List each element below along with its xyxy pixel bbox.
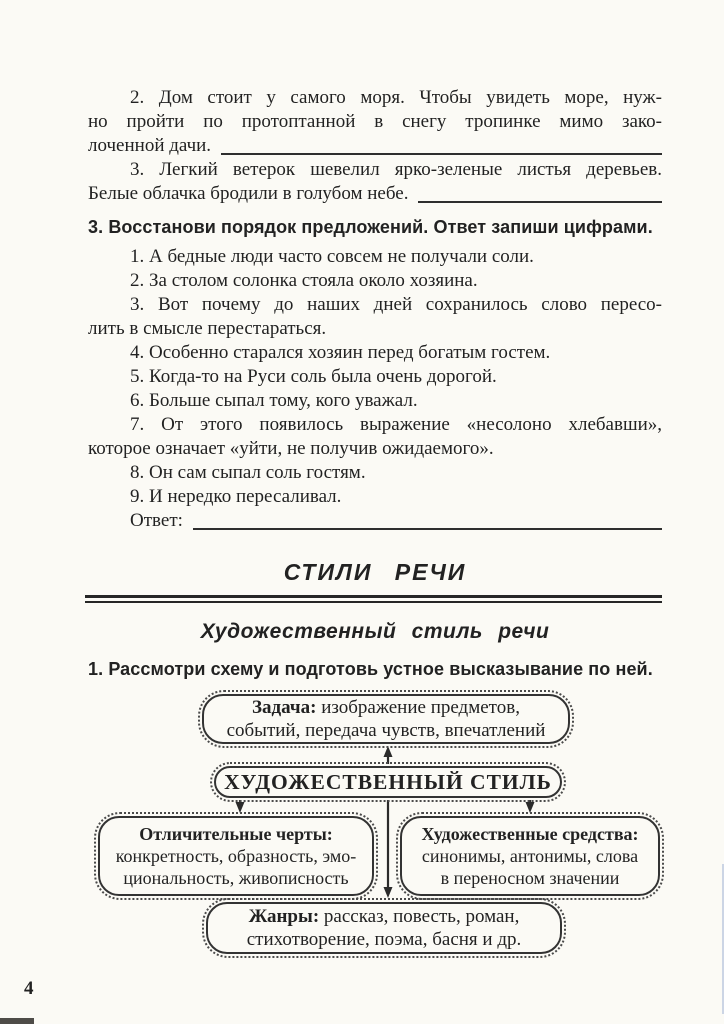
features-label: Отличительные черты:	[139, 824, 333, 844]
exercise2-item2-line3	[88, 134, 662, 158]
answer-blank-line	[418, 200, 662, 203]
exercise2-item3-line2-text: Белые облачка бродили в голубом небе.	[88, 183, 409, 204]
task-text-2: событий, передача чувств, впечатлений	[226, 720, 546, 741]
list-item: 9. И нередко пересаливал.	[130, 486, 342, 507]
exercise2-item2	[88, 86, 662, 158]
genres-text-1: рассказ, повесть, роман,	[319, 906, 520, 927]
means-text-2: в переносном значении	[440, 868, 620, 888]
page-number: 4	[24, 978, 34, 999]
diagram-box-means	[396, 812, 664, 900]
exercise2-item2-line1: 2. Дом стоит у самого моря. Чтобы увидеть море, нуж-	[130, 87, 662, 108]
exercise2-item2-line3-text: лоченной дачи.	[88, 135, 212, 156]
answer-label: Ответ:	[130, 510, 183, 531]
list-item: 7. От этого появилось выражение «несолоно хлебавши»,	[130, 414, 662, 435]
list-item: 4. Особенно старался хозяин перед богатым гостем.	[130, 342, 551, 363]
means-text-1: синонимы, антонимы, слова	[421, 846, 639, 866]
list-item: 1. А бедные люди часто совсем не получали соли.	[130, 246, 534, 267]
diagram-box-features	[94, 812, 378, 900]
answer-blank-line	[193, 527, 662, 530]
list-item: 6. Больше сыпал тому, кого уважал.	[130, 390, 418, 411]
section-subtitle: Художественный стиль речи	[200, 620, 550, 643]
exercise2-item2-line2: но пройти по протоптанной в снегу тропинке мимо зако-	[88, 111, 662, 132]
answer-blank-line	[221, 152, 662, 155]
diagram-box-style	[210, 762, 566, 802]
style-title: ХУДОЖЕСТВЕННЫЙ СТИЛЬ	[224, 769, 552, 794]
task-text-1: изображение предметов,	[316, 697, 520, 718]
diagram-box-genres	[202, 898, 566, 958]
genres-text-2: стихотворение, поэма, басня и др.	[246, 929, 522, 950]
task-label: Задача:	[252, 697, 317, 718]
means-label: Художественные средства:	[421, 824, 639, 844]
exercise3-heading: 3. Восстанови порядок предложений. Ответ запиши цифрами.	[88, 217, 653, 237]
scan-artifact-corner	[0, 1018, 34, 1024]
style-scheme-diagram	[0, 690, 724, 962]
diagram-box-task	[198, 690, 574, 748]
answer-line	[88, 509, 662, 533]
genres-label: Жанры:	[248, 906, 320, 927]
exercise2-item3-line2	[88, 182, 662, 206]
double-rule	[85, 595, 662, 603]
list-item-wrap: лить в смысле перестараться.	[88, 318, 327, 339]
task-heading: 1. Рассмотри схему и подготовь устное высказывание по ней.	[88, 659, 653, 679]
features-text-2: циональность, живописность	[123, 868, 349, 888]
exercise2-item3	[88, 158, 662, 206]
arrow-down-center-icon	[384, 800, 393, 898]
exercise2-item3-line1: 3. Легкий ветерок шевелил ярко-зеленые листья деревьев.	[130, 159, 662, 180]
list-item: 8. Он сам сыпал соль гостям.	[130, 462, 366, 483]
list-item: 3. Вот почему до наших дней сохранилось слово пересо-	[130, 294, 662, 315]
section-title: СТИЛИ РЕЧИ	[283, 559, 467, 585]
list-item-wrap: которое означает «уйти, не получив ожидаемого».	[88, 438, 494, 459]
list-item: 2. За столом солонка стояла около хозяина.	[130, 270, 478, 291]
list-item: 5. Когда-то на Руси соль была очень дорогой.	[130, 366, 497, 387]
features-text-1: конкретность, образность, эмо-	[115, 846, 357, 866]
exercise3-list	[88, 245, 662, 533]
